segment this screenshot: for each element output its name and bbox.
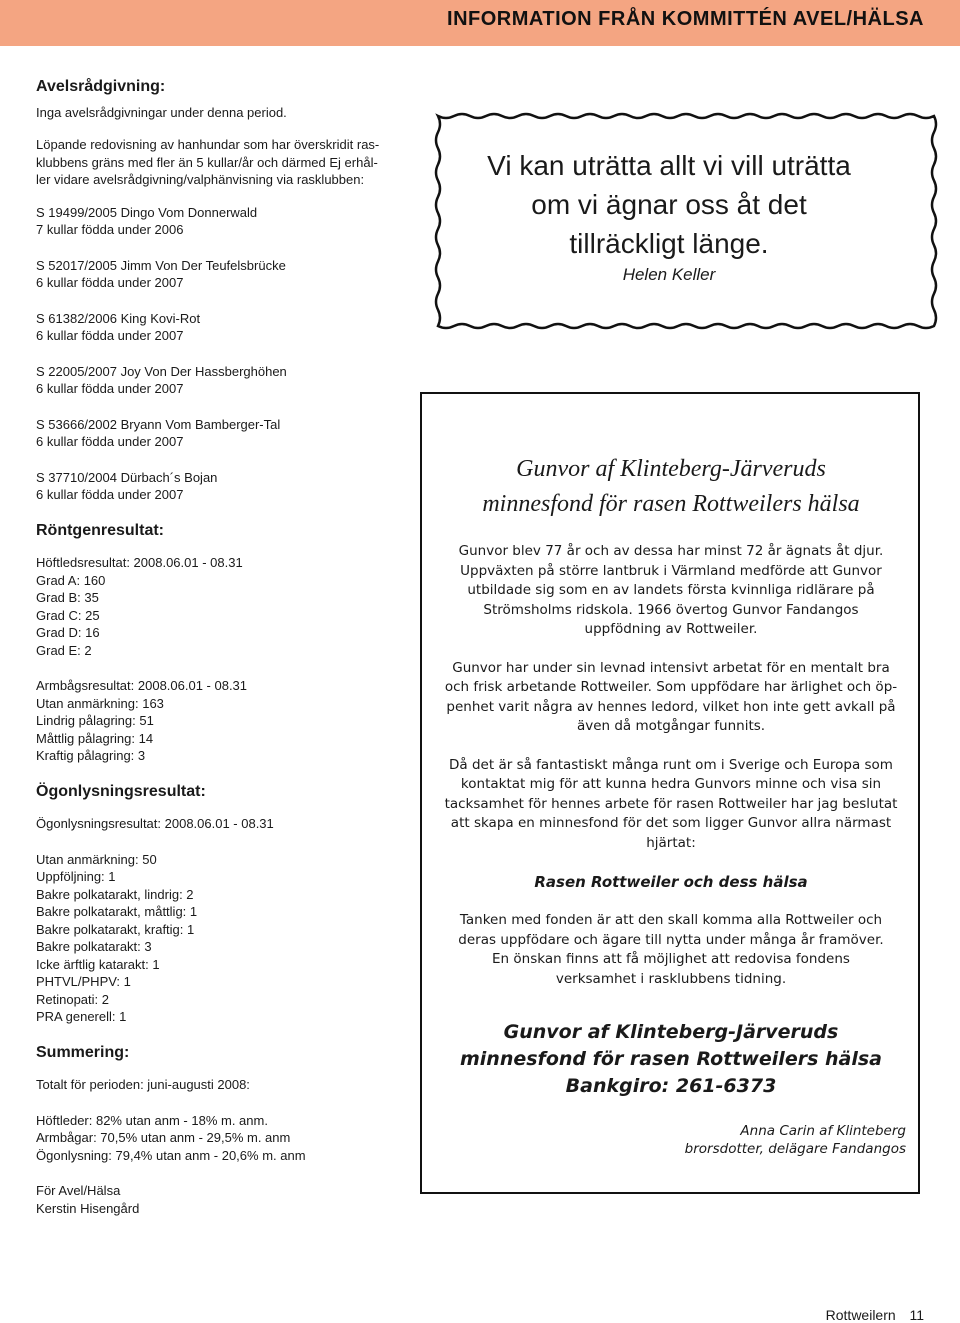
- heading-rontgen: Röntgenresultat:: [36, 521, 164, 539]
- fund-closing: minnesfond för rasen Rottweilers hälsa: [460, 1048, 882, 1070]
- fund-closing: Gunvor af Klinteberg-Järveruds: [503, 1021, 839, 1043]
- fund-text: deras uppfödare och ägare till nytta under många år framöver.: [458, 931, 884, 948]
- fund-text: Då det är så fantastiskt många runt om i Sverige och Europa som: [449, 756, 893, 773]
- signature-line: För Avel/Hälsa: [36, 1183, 121, 1198]
- summary-line: Ögonlysning: 79,4% utan anm - 20,6% m. anm: [36, 1147, 306, 1163]
- publication-name: Rottweilern: [825, 1307, 896, 1323]
- heading-ogonlysning: Ögonlysningsresultat:: [36, 782, 206, 800]
- dog-litters: 6 kullar födda under 2007: [36, 434, 184, 449]
- left-column: [36, 78, 411, 1217]
- fund-text: penhet varit några av hennes ledord, vilket hon inte gett avkall på: [446, 698, 896, 715]
- signature-role: brorsdotter, delägare Fandangos: [684, 1141, 906, 1157]
- intro-line: ler vidare avelsrådgivning/valphänvisning via rasklubben:: [36, 172, 365, 187]
- quote-line: Vi kan uträtta allt vi vill uträtta: [487, 150, 851, 181]
- summary-line: Armbågar: 70,5% utan anm - 29,5% m. anm: [36, 1130, 291, 1145]
- quote-line: om vi ägnar oss åt det: [531, 189, 807, 220]
- intro-line: Löpande redovisning av hanhundar som har överskridit ras-: [36, 137, 380, 152]
- dog-litters: 7 kullar födda under 2006: [36, 222, 184, 237]
- eye-result: Uppföljning: 1: [36, 869, 116, 884]
- hip-grade: Grad B: 35: [36, 590, 99, 605]
- eye-title: Ögonlysningsresultat: 2008.06.01 - 08.31: [36, 816, 274, 831]
- dog-name: S 22005/2007 Joy Von Der Hassberghöhen: [36, 363, 287, 379]
- dog-name: S 61382/2006 King Kovi-Rot: [36, 310, 201, 326]
- fund-text: kontaktat mig för att kunna hedra Gunvors minne och visa sin: [460, 776, 882, 792]
- fund-title: minnesfond för rasen Rottweilers hälsa: [482, 491, 860, 517]
- eye-result: Utan anmärkning: 50: [36, 851, 157, 867]
- dog-name: S 19499/2005 Dingo Vom Donnerwald: [36, 204, 258, 220]
- page-footer: [826, 1307, 924, 1323]
- fund-text: även då motgångar funnits.: [576, 718, 766, 734]
- dog-name: S 53666/2002 Bryann Vom Bamberger-Tal: [36, 416, 281, 432]
- signature-line: Kerstin Hisengård: [36, 1200, 140, 1216]
- eye-result: Bakre polkatarakt, kraftig: 1: [36, 921, 195, 937]
- summary-period: Totalt för perioden: juni-augusti 2008:: [36, 1077, 250, 1092]
- memorial-fund-content: [436, 452, 906, 1100]
- page-number: 11: [909, 1307, 924, 1323]
- intro-line: klubbens gräns med fler än 5 kullar/år och därmed Ej erhål-: [36, 154, 378, 170]
- dog-litters: 6 kullar födda under 2007: [36, 328, 184, 343]
- eye-result: Bakre polkatarakt, lindrig: 2: [36, 886, 194, 902]
- fund-text: Tanken med fonden är att den skall komma alla Rottweiler och: [459, 912, 883, 928]
- elbow-result: Måttlig pålagring: 14: [36, 730, 154, 746]
- dog-name: S 37710/2004 Dürbach´s Bojan: [36, 469, 218, 485]
- fund-text: utbildade sig som en av landets första kvinnliga ridlärare på: [467, 582, 875, 598]
- fund-text: att skapa en minnesfond för det som ligger Gunvor allra närmast: [450, 815, 892, 831]
- quote-author: Helen Keller: [622, 265, 716, 284]
- no-advice-text: Inga avelsrådgivningar under denna period.: [36, 104, 287, 120]
- hip-grade: Grad A: 160: [36, 572, 106, 588]
- dog-litters: 6 kullar födda under 2007: [36, 487, 184, 502]
- fund-text: uppfödning av Rottweiler.: [584, 621, 758, 637]
- fund-subheading: Rasen Rottweiler och dess hälsa: [534, 873, 808, 891]
- summary-line: Höftleder: 82% utan anm - 18% m. anm.: [36, 1112, 268, 1128]
- hip-grade: Grad D: 16: [36, 625, 100, 640]
- elbow-result: Lindrig pålagring: 51: [36, 713, 154, 728]
- dog-litters: 6 kullar födda under 2007: [36, 275, 184, 290]
- eye-result: Retinopati: 2: [36, 991, 109, 1007]
- elbow-title: Armbågsresultat: 2008.06.01 - 08.31: [36, 678, 248, 693]
- fund-text: tacksamhet för hennes arbete för rasen Rottweiler har jag beslutat: [444, 795, 898, 812]
- signature-name: Anna Carin af Klinteberg: [740, 1123, 906, 1139]
- dog-litters: 6 kullar födda under 2007: [36, 381, 184, 396]
- fund-bankgiro: Bankgiro: 261-6373: [565, 1075, 777, 1097]
- heading-avelsradgivning: Avelsrådgivning:: [36, 78, 166, 95]
- fund-text: Strömsholms ridskola. 1966 övertog Gunvor Fandangos: [483, 601, 859, 618]
- fund-text: Gunvor har under sin levnad intensivt arbetat för en mentalt bra: [452, 659, 890, 676]
- elbow-result: Kraftig pålagring: 3: [36, 748, 146, 763]
- fund-signature: [685, 1122, 906, 1158]
- fund-text: verksamhet i rasklubbens tidning.: [555, 970, 787, 987]
- hip-grade: Grad E: 2: [36, 642, 92, 658]
- fund-text: En önskan finns att få möjlighet att redovisa fondens: [492, 951, 850, 967]
- fund-title: Gunvor af Klinteberg-Järveruds: [516, 456, 826, 482]
- eye-result: PHTVL/PHPV: 1: [36, 974, 131, 989]
- fund-text: Uppväxten på större lantbruk i Värmland medförde att Gunvor: [460, 562, 882, 579]
- eye-result: PRA generell: 1: [36, 1009, 127, 1024]
- heading-summering: Summering:: [36, 1043, 130, 1061]
- eye-result: Icke ärftlig katarakt: 1: [36, 956, 160, 972]
- elbow-result: Utan anmärkning: 163: [36, 695, 164, 711]
- quote-block: [446, 146, 892, 285]
- eye-result: Bakre polkatarakt: 3: [36, 939, 152, 954]
- hip-grade: Grad C: 25: [36, 607, 100, 623]
- fund-text: och frisk arbetande Rottweiler. Som uppfödare har ärlighet och öp-: [444, 679, 898, 695]
- fund-text: Gunvor blev 77 år och av dessa har minst 72 år ägnats åt djur.: [458, 543, 884, 559]
- header-banner: [0, 0, 960, 46]
- fund-text: hjärtat:: [646, 834, 696, 851]
- header-title: INFORMATION FRÅN KOMMITTÉN AVEL/HÄLSA: [447, 8, 924, 30]
- eye-result: Bakre polkatarakt, måttlig: 1: [36, 904, 198, 919]
- dog-name: S 52017/2005 Jimm Von Der Teufelsbrücke: [36, 257, 286, 273]
- hip-title: Höftledsresultat: 2008.06.01 - 08.31: [36, 555, 243, 570]
- quote-line: tillräckligt länge.: [569, 228, 769, 259]
